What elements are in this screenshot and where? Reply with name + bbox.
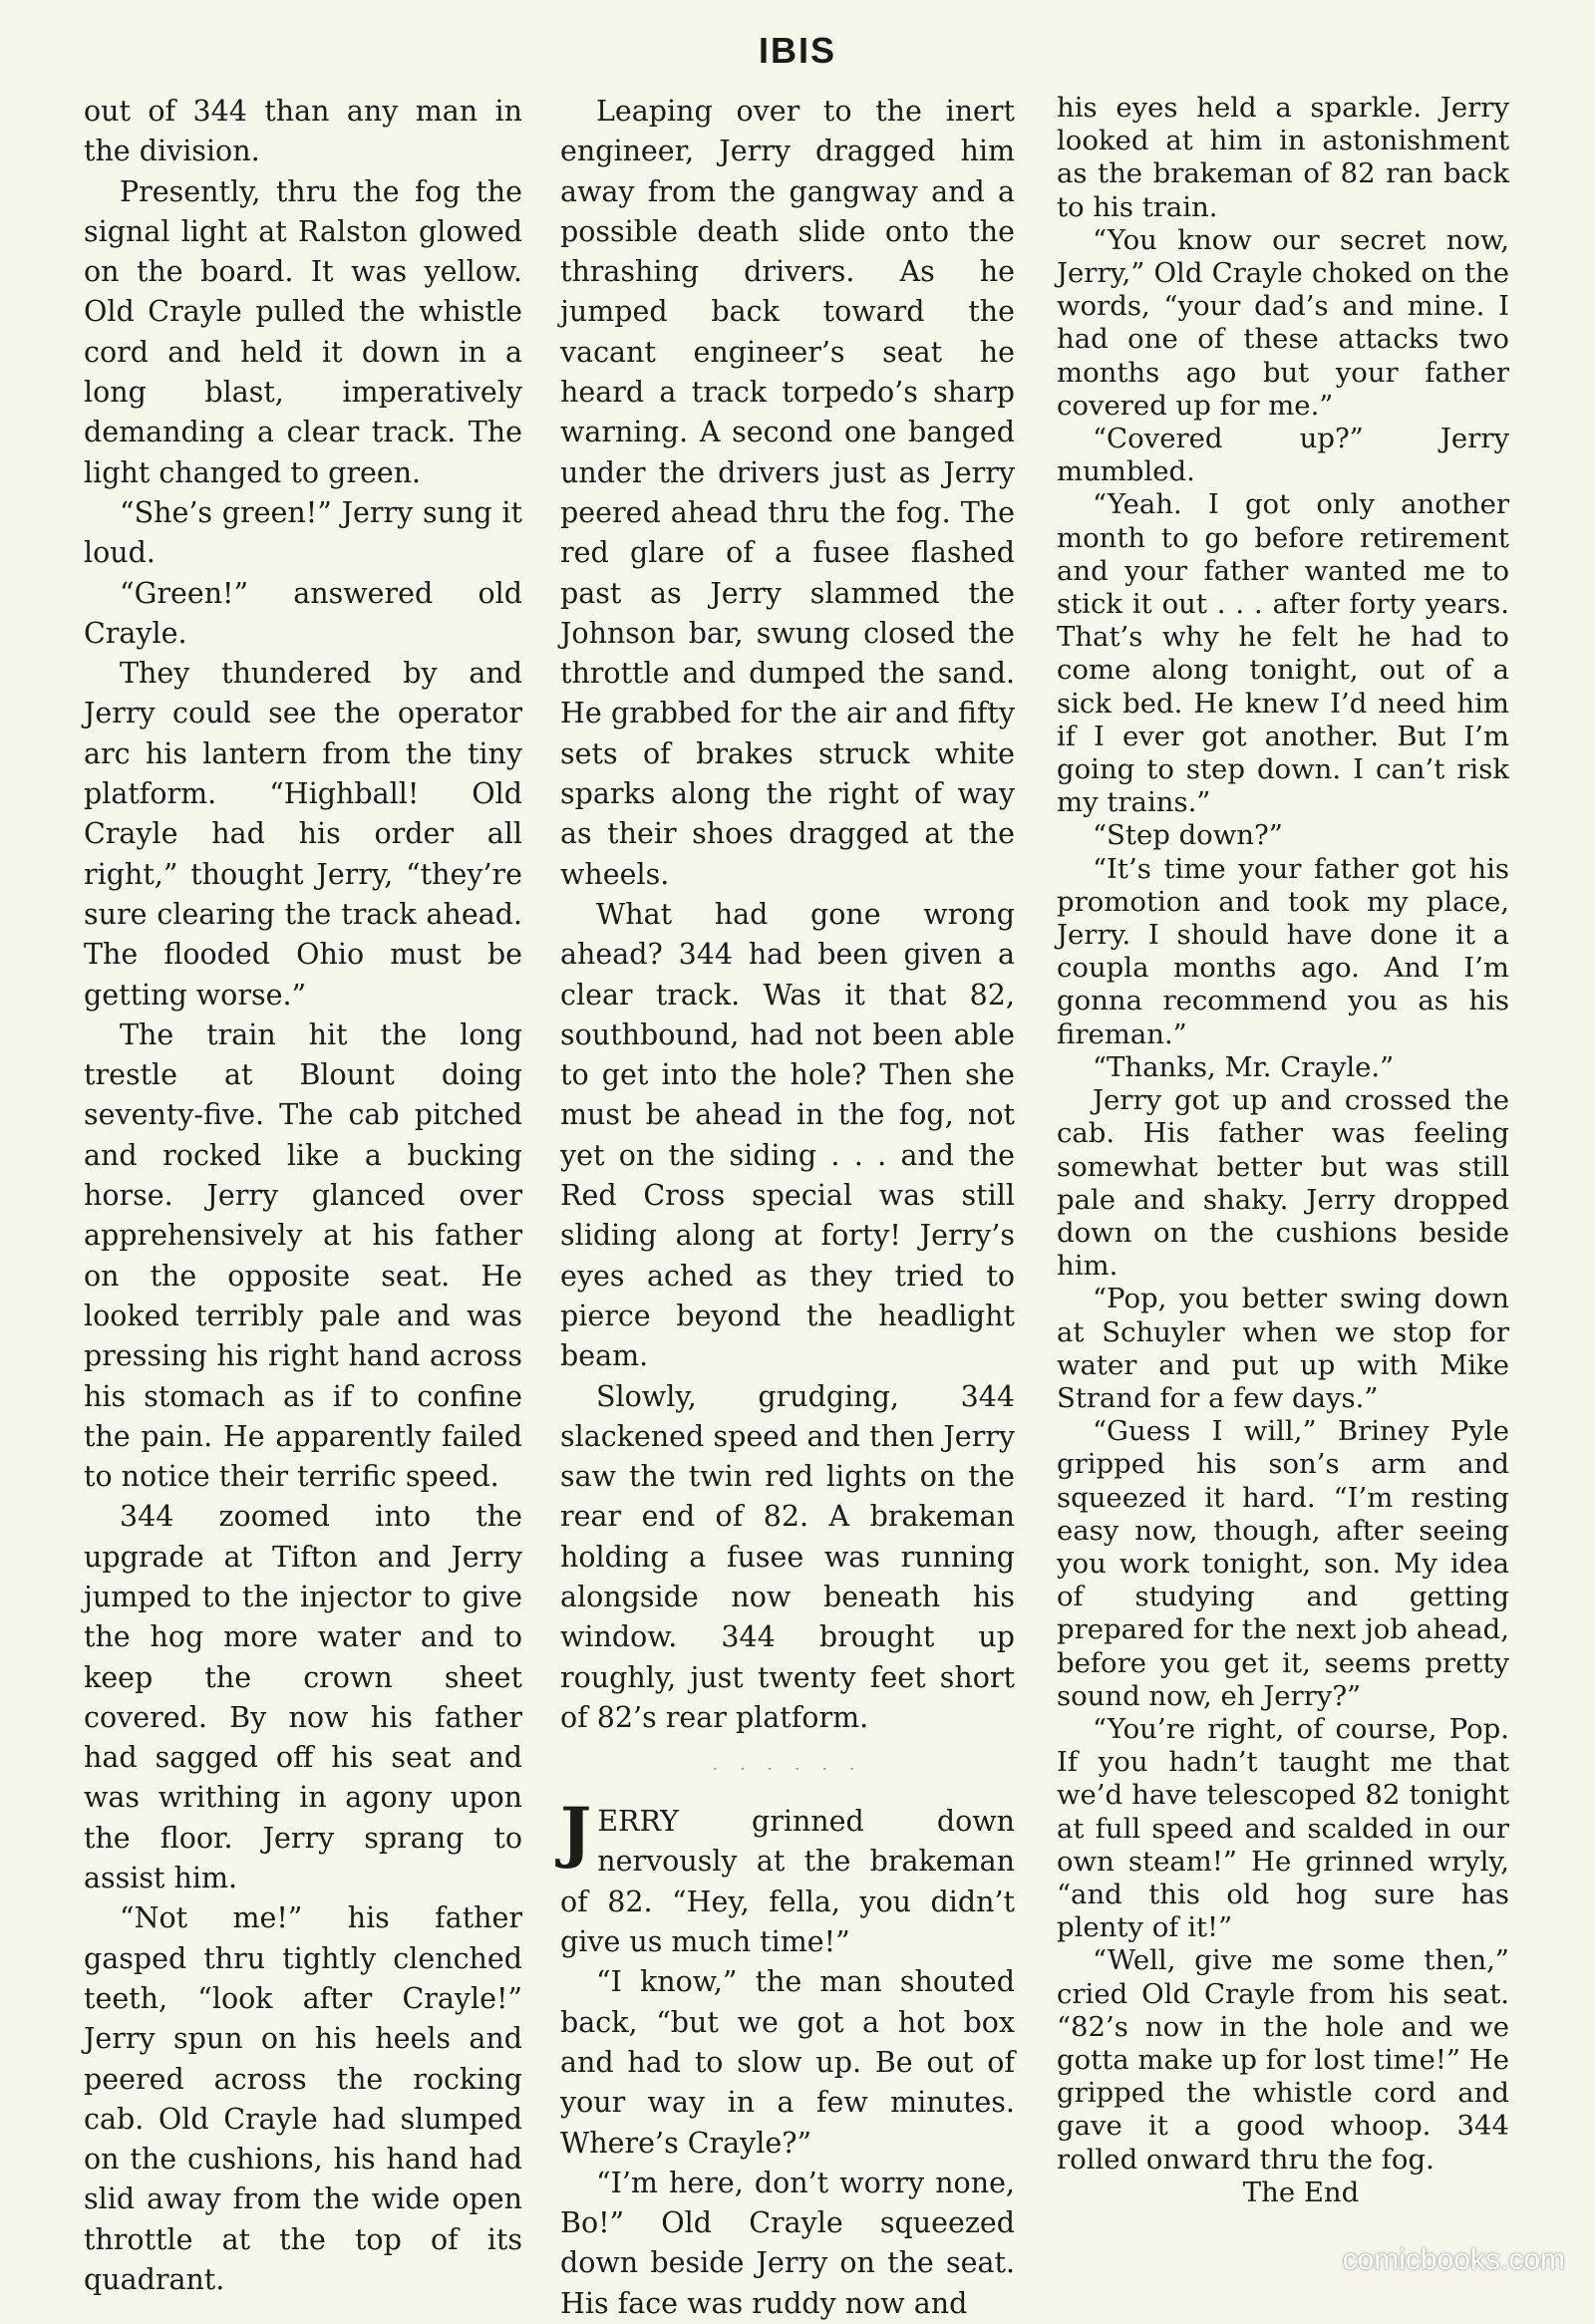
paragraph: “I’m here, don’t worry none, Bo!” Old Crayle squeezed down beside Jerry on the seat. His face was ruddy now and — [560, 2166, 1015, 2320]
text-column-1 — [84, 92, 522, 2300]
paragraph: “Guess I will,” Briney Pyle gripped his son’s arm and squeezed it hard. “I’m resting easy now, though, after seeing you work tonight, son. My idea of studying and getting prepared for the next job ahead, before you get it, seems pretty sound now, eh Jerry?” — [1057, 1415, 1509, 1712]
paragraph: They thundered by and Jerry could see the operator arc his lantern from the tiny platform. “Highball! Old Crayle had his order all right,” thought Jerry, “they’re sure clearing the track ahead. The flooded Ohio must be getting worse.” — [84, 657, 522, 1012]
paragraph: Leaping over to the inert engineer, Jerry dragged him away from the gangway and a possible death slide onto the thrashing drivers. As he jumped back toward the vacant engineer’s seat he heard a track torpedo’s sharp warning. A second one banged under the drivers just as Jerry peered ahead thru the fog. The red glare of a fusee flashed past as Jerry slammed the Johnson bar, swung closed the throttle and dumped the sand. He grabbed for the air and fifty sets of brakes struck white sparks along the right of way as their shoes dragged at the wheels. — [560, 95, 1015, 891]
paragraph: “Well, give me some then,” cried Old Crayle from his seat. “82’s now in the hole and we gotta make up for lost time!” He gripped the whistle cord and gave it a good whoop. 344 rolled onward thru the fog. — [1057, 1944, 1509, 2176]
paragraph-text: ERRY grinned down nervously at the brakeman of 82. “Hey, fella, you didn’t give us much time!” — [560, 1805, 1015, 1959]
page-header-title: IBIS — [758, 30, 836, 71]
paragraph: What had gone wrong ahead? 344 had been given a clear track. Was it that 82, southbound, had not been able to get into the hole? Then she must be ahead in the fog, not yet on the siding . . . and the Red Cross special was still sliding along at forty! Jerry’s eyes ached as they tried to pierce beyond the headlight beam. — [560, 897, 1015, 1373]
paragraph: “I know,” the man shouted back, “but we got a hot box and had to slow up. Be out of your way in a few minutes. Where’s Crayle?” — [560, 1965, 1015, 2160]
section-break: · · · · · · — [712, 1759, 863, 1781]
paragraph: “Green!” answered old Crayle. — [84, 576, 522, 650]
paragraph: “She’s green!” Jerry sung it loud. — [84, 495, 522, 570]
paragraph: “You’re right, of course, Pop. If you hadn’t taught me that we’d have telescoped 82 tonight at full speed and scalded in our own steam!” He grinned wryly, “and this old hog sure has plenty of it!” — [1057, 1712, 1509, 1944]
paragraph: “It’s time your father got his promotion and took my place, Jerry. I should have done it a coupla months ago. And I’m gonna recommend you as his fireman.” — [1057, 852, 1509, 1050]
paragraph: “Not me!” his father gasped thru tightly clenched teeth, “look after Crayle!” Jerry spun on his heels and peered across the rocking cab. Old Crayle had slumped on the cushions, his hand had slid away from the wide open throttle at the top of its quadrant. — [84, 1901, 522, 2297]
paragraph: Jerry got up and crossed the cab. His father was feeling somewhat better but was still pale and shaky. Jerry dropped down on the cushions beside him. — [1057, 1084, 1509, 1283]
paragraph: “You know our secret now, Jerry,” Old Crayle choked on the words, “your dad’s and mine. I had one of these attacks two months ago but your father covered up for me.” — [1057, 223, 1509, 422]
paragraph: “Step down?” — [1093, 819, 1283, 852]
text-column-2 — [560, 92, 1015, 2324]
dropcap-letter: J — [560, 1793, 592, 1872]
paragraph: Presently, thru the fog the signal light at Ralston glowed on the board. It was yellow. Old Crayle pulled the whistle cord and held it down in a long blast, imperatively demanding a clear track. The light changed to green. — [84, 174, 522, 489]
paragraph: “Covered up?” Jerry mumbled. — [1057, 423, 1509, 488]
paragraph: out of 344 than any man in the division. — [84, 95, 522, 168]
the-end-label: The End — [1242, 2176, 1360, 2208]
watermark: comicbooks.com — [1342, 2243, 1565, 2276]
paragraph: “Yeah. I got only another month to go before retirement and your father wanted me to stick it out . . . after forty years. That’s why he felt he had to come along tonight, out of a sick bed. He knew I’d need him if I ever got another. But I’m going to step down. I can’t risk my trains.” — [1057, 488, 1509, 819]
paragraph: “Pop, you better swing down at Schuyler when we stop for water and put up with Mike Strand for a few days.” — [1057, 1283, 1509, 1414]
paragraph-with-dropcap — [560, 1793, 1015, 1962]
paragraph: “Thanks, Mr. Crayle.” — [1093, 1050, 1395, 1083]
paragraph: his eyes held a sparkle. Jerry looked at him in astonishment as the brakeman of 82 ran back to his train. — [1057, 92, 1509, 223]
paragraph: Slowly, grudging, 344 slackened speed and then Jerry saw the twin red lights on the rear end of 82. A brakeman holding a fusee was running alongside now beneath his window. 344 brought up roughly, just twenty feet short of 82’s rear platform. — [560, 1379, 1015, 1734]
paragraph: The train hit the long trestle at Blount doing seventy-five. The cab pitched and rocked like a bucking horse. Jerry glanced over apprehensively at his father on the opposite seat. He looked terribly pale and was pressing his right hand across his stomach as if to confine the pain. He apparently failed to notice their terrific speed. — [84, 1017, 522, 1494]
text-column-3 — [1057, 92, 1509, 2209]
paragraph: 344 zoomed into the upgrade at Tifton and Jerry jumped to the injector to give the hog more water and to keep the crown sheet covered. By now his father had sagged off his seat and was writhing in agony upon the floor. Jerry sprang to assist him. — [84, 1500, 522, 1895]
